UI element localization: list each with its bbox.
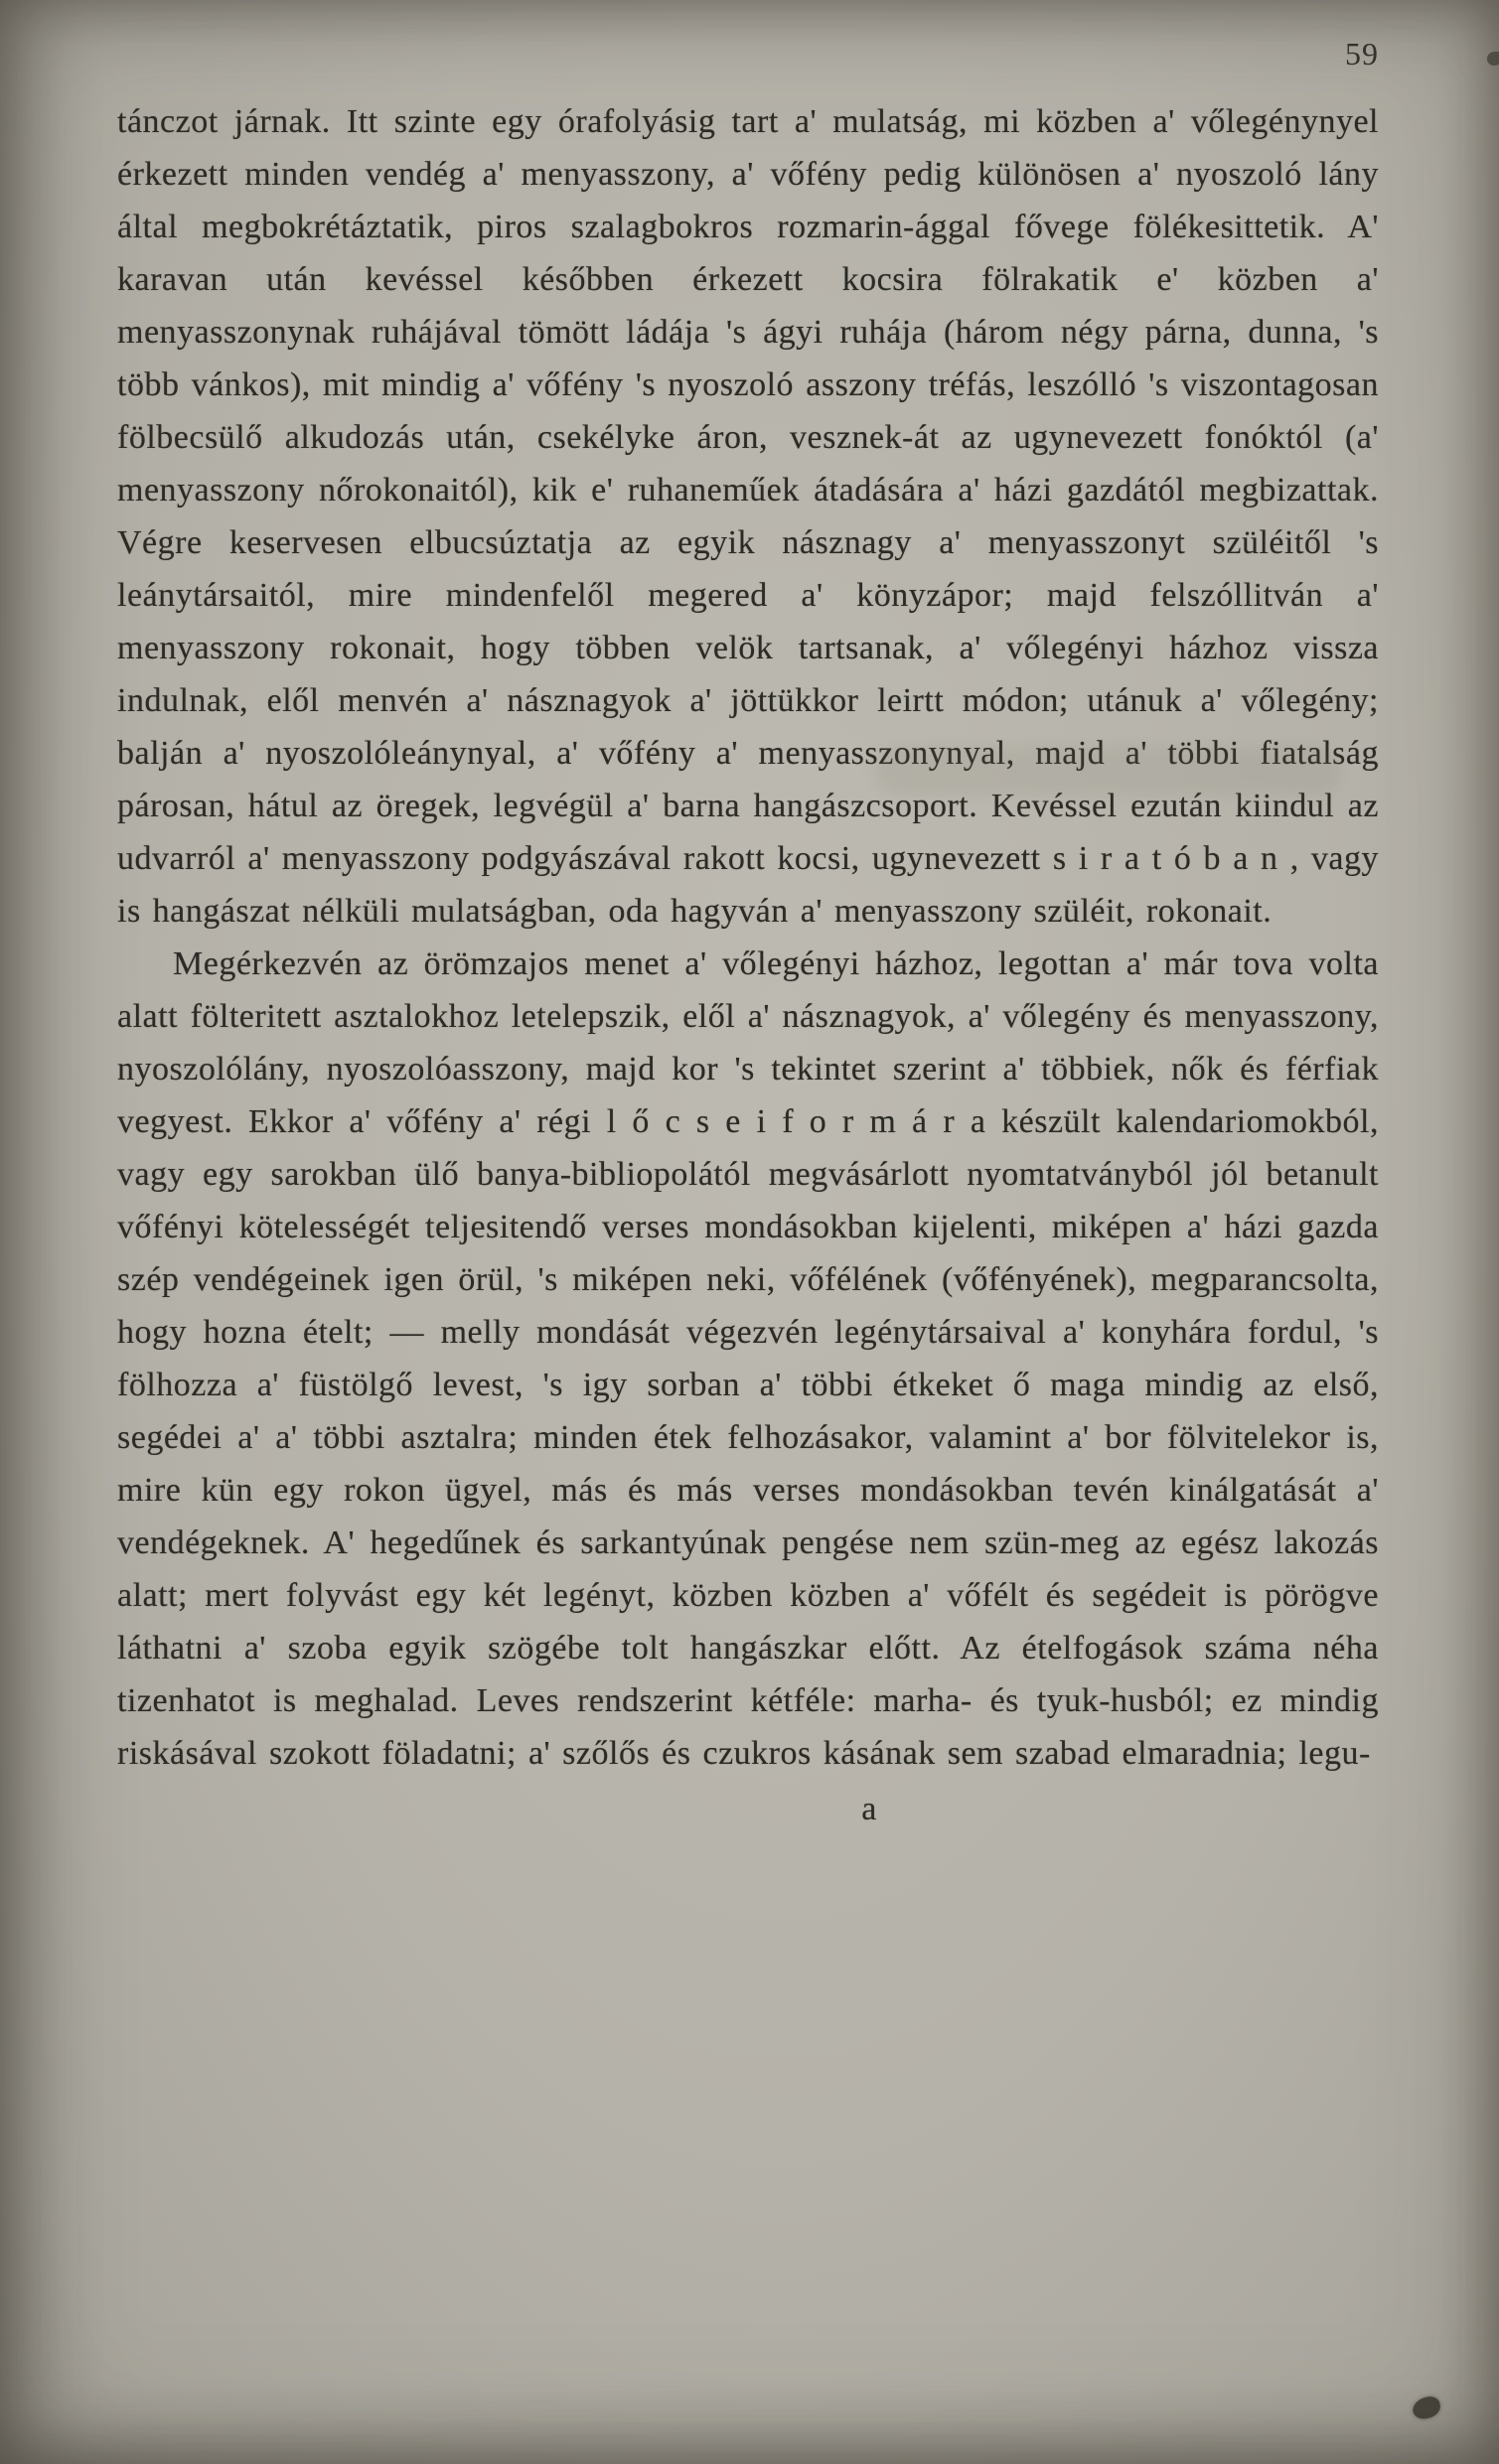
page-text-block (117, 95, 1379, 1839)
ink-blob (1411, 2394, 1442, 2421)
catchword: a (861, 1791, 877, 1827)
paragraph-second: Megérkezvén az örömzajos menet a' vőlegényi házhoz, legottan a' már tova volta alatt fölteritett asztalokhoz letelepszik, elől a' násznagyok, a' vőlegény és menyasszony, nyoszolólány, nyoszolóasszony, majd kor 's tekintet szerint a' többiek, nők és férfiak vegyest. Ekkor a' vőfény a' régi l ő c s e i f o r m á r a készült kalendariomokból, vagy egy sarokban ülő banya-bibliopolától megvásárlott nyomtatványból jól betanult vőfényi kötelességét teljesitendő verses mondásokban kijelenti, miképen a' házi gazda szép vendégeinek igen örül, 's miképen neki, vőfélének (vőfényének), megparancsolta, hogy hozna ételt; — melly mondását végezvén legénytársaival a' konyhára fordul, 's fölhozza a' füstölgő levest, 's igy sorban a' többi étkeket ő maga mindig az első, segédei a' a' többi asztalra; minden étek felhozásakor, valamint a' bor fölvitelekor is, mire kün egy rokon ügyel, más és más verses mondásokban tevén kinálgatását a' vendégeknek. A' hegedűnek és sarkantyúnak pengése nem szün-meg az egész lakozás alatt; mert folyvást egy két legényt, közben közben a' vőfélt és segédeit is pörögve láthatni a' szoba egyik szögébe tolt hangászkar előtt. Az ételfogások száma néha tizenhatot is meghalad. Leves rendszerint kétféle: marha- és tyuk-husból; ez mindig riskásával szokott föladatni; a' szőlős és czukros kásának sem szabad elmaradnia; legu- (117, 945, 1379, 1772)
ink-speck (1487, 52, 1499, 66)
page-number: 59 (1345, 36, 1379, 72)
paragraph-continued-from-previous-page: tánczot járnak. Itt szinte egy órafolyásig tart a' mulatság, mi közben a' vőlegénynyel érkezett minden vendég a' menyasszony, a' vőfény pedig különösen a' nyoszoló lány által megbokrétáztatik, piros szalagbokros rozmarin-ággal fővege fölékesittetik. A' karavan után kevéssel későbben érkezett kocsira fölrakatik e' közben a' menyasszonynak ruhájával tömött ládája 's ágyi ruhája (három négy párna, dunna, 's több vánkos), mit mindig a' vőfény 's nyoszoló asszony tréfás, leszólló 's viszontagosan fölbecsülő alkudozás után, csekélyke áron, vesznek-át az ugynevezett fonóktól (a' menyasszony nőrokonaitól), kik e' ruhaneműek átadására a' házi gazdától megbizattak. Végre keservesen elbucsúztatja az egyik násznagy a' menyasszonyt szüléitől 's leánytársaitól, mire mindenfelől megered a' könyzápor; majd felszóllitván a' menyasszony rokonait, hogy többen velök tartsanak, a' vőlegényi házhoz vissza indulnak, elől menvén a' násznagyok a' jöttükkor leirtt módon; utánuk a' vőlegény; balján a' nyoszolóleánynyal, a' vőfény a' menyasszonynyal, majd a' többi fiatalság párosan, hátul az öregek, legvégül a' barna hangászcsoport. Kevéssel ezután kiindul az udvarról a' menyasszony podgyászával rakott kocsi, ugynevezett s i r a t ó b a n , vagy is hangászat nélküli mulatságban, oda hagyván a' menyasszony szüléit, rokonait. (117, 103, 1379, 930)
paper-smudge (874, 747, 1341, 795)
